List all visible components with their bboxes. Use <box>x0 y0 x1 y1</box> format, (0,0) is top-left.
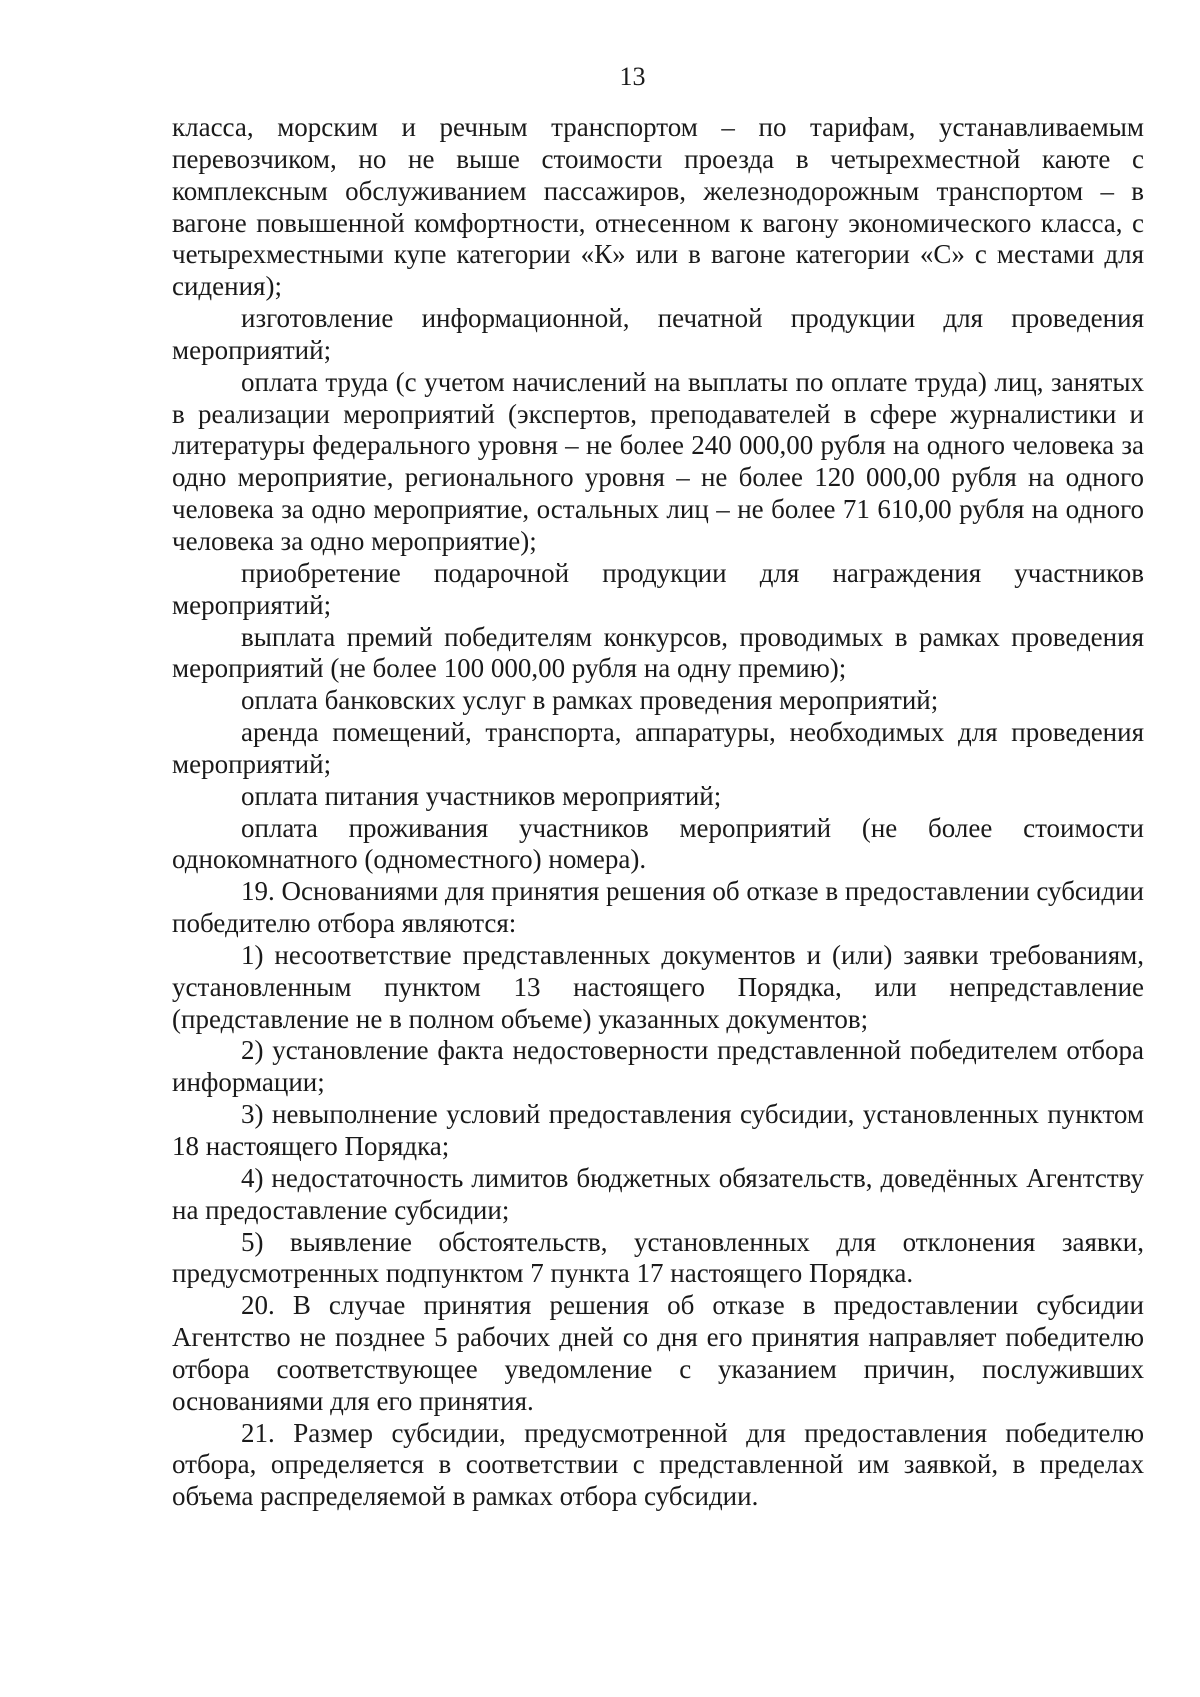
paragraph-19-item-5: 5) выявление обстоятельств, установленных для отклонения заявки, предусмотренных подпунктом 7 пункта 17 настоящего Порядка. <box>172 1226 1144 1289</box>
page-number: 13 <box>619 62 646 91</box>
paragraph-21: 21. Размер субсидии, предусмотренной для предоставления победителю отбора, определяется в соответствии с представленной им заявкой, в пределах объема распределяемой в рамках отбора субсидии. <box>172 1417 1144 1512</box>
paragraph-labor-payment: оплата труда (с учетом начислений на выплаты по оплате труда) лиц, занятых в реализации мероприятий (экспертов, преподавателей в сфере журналистики и литературы федерального уровня – не более 240 000,00 рубля на одного человека за одно мероприятие, регионального уровня – не более 120 000,00 рубля на одного человека за одно мероприятие, остальных лиц – не более 71 610,00 рубля на одного человека за одно мероприятие); <box>172 366 1144 556</box>
paragraph-20: 20. В случае принятия решения об отказе в предоставлении субсидии Агентство не позднее 5 рабочих дней со дня его принятия направляет победителю отбора соответствующее уведомление с указанием причин, послуживших основаниями для его принятия. <box>172 1290 1144 1416</box>
paragraph-rent: аренда помещений, транспорта, аппаратуры, необходимых для проведения мероприятий; <box>172 717 1144 779</box>
paragraph-19-item-3: 3) невыполнение условий предоставления субсидии, установленных пунктом 18 настоящего Порядка; <box>172 1099 1144 1161</box>
paragraph-bank-services: оплата банковских услуг в рамках проведения мероприятий; <box>241 685 939 716</box>
paragraph-meals: оплата питания участников мероприятий; <box>241 780 722 811</box>
paragraph-19: 19. Основаниями для принятия решения об отказе в предоставлении субсидии победителю отбора являются: <box>172 876 1144 939</box>
paragraph-printing: изготовление информационной, печатной продукции для проведения мероприятий; <box>172 303 1144 365</box>
paragraph-transport-continuation: класса, морским и речным транспортом – по тарифам, устанавливаемым перевозчиком, но не выше стоимости проезда в четырехместной каюте с комплексным обслуживанием пассажиров, железнодорожным транспортом – в вагоне повышенной комфортности, отнесенном к вагону экономического класса, с четырехместными купе категории «К» или в вагоне категории «С» с местами для сидения); <box>172 112 1144 302</box>
paragraph-gift-products: приобретение подарочной продукции для награждения участников мероприятий; <box>172 557 1144 620</box>
paragraph-19-item-1: 1) несоответствие представленных документов и (или) заявки требованиям, установленным пунктом 13 настоящего Порядка, или непредставление (представление не в полном объеме) указанных документов; <box>172 939 1144 1034</box>
paragraph-prizes: выплата премий победителям конкурсов, проводимых в рамках проведения мероприятий (не более 100 000,00 рубля на одну премию); <box>172 621 1144 684</box>
paragraph-19-item-4: 4) недостаточность лимитов бюджетных обязательств, доведённых Агентству на предоставление субсидии; <box>172 1162 1144 1225</box>
paragraph-accommodation: оплата проживания участников мероприятий (не более стоимости однокомнатного (одноместного) номера). <box>172 812 1144 875</box>
document-body <box>172 112 1144 1513</box>
paragraph-19-item-2: 2) установление факта недостоверности представленной победителем отбора информации; <box>172 1035 1144 1098</box>
